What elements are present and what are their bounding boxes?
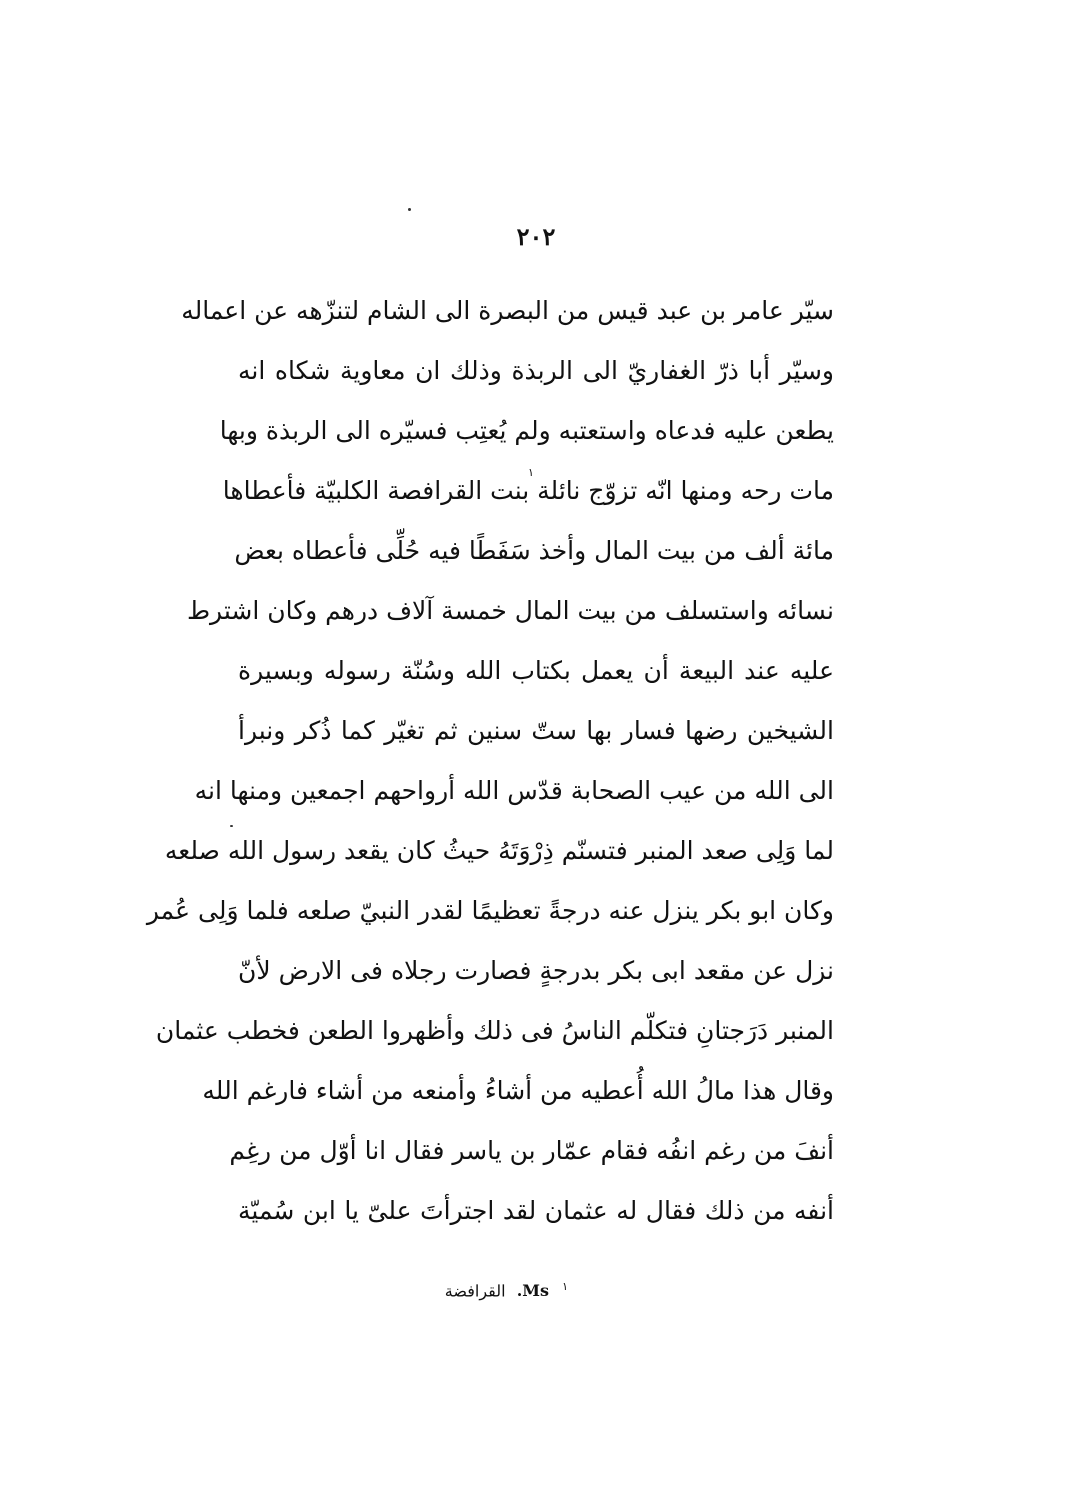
text-line: عليه عند البيعة أن يعمل بكتاب الله وسُنّة رسوله وبسيرة (238, 656, 834, 685)
text-line: أنفَ من رغم انفُه فقام عمّار بن ياسر فقال انا أوّل من رغِم (229, 1136, 834, 1165)
text-line: المنبر دَرَجتانِ فتكلّم الناسُ فى ذلك وأظهروا الطعن فخطب عثمان (155, 1016, 834, 1045)
text-line: وسيّر أبا ذرّ الغفاريّ الى الربذة وذلك ان معاوية شكاه انه (238, 356, 834, 385)
page-speck (408, 208, 411, 211)
text-line: الى الله من عيب الصحابة قدّس الله أرواحهم اجمعين ومنها انه (194, 776, 834, 805)
text-line: سيّر عامر بن عبد قيس من البصرة الى الشام لتنزّهه عن اعماله (181, 296, 834, 325)
text-line: لما وَلِى صعد المنبر فتسنّم ذِرْوَتَهُ حيثُ كان يقعد رسول الله صلعه (164, 836, 834, 865)
text-line: مائة ألف من بيت المال وأخذ سَفَطًا فيه حُلِّى فأعطاه بعض (234, 536, 834, 565)
footnote-source: Ms. (516, 1281, 549, 1301)
page-number: ٢٠٢ (516, 222, 556, 251)
text-line: نسائه واستسلف من بيت المال خمسة آلاف درهم وكان اشترط (186, 596, 834, 625)
text-line: مات رحه ومنها انّه تزوّج نائلة بنت القرافصة الكلبيّة فأعطاها (222, 476, 834, 505)
text-line: وكان ابو بكر ينزل عنه درجةً تعظيمًا لقدر النبيّ صلعه فلما وَلِى عُمر (146, 896, 834, 925)
footnote-text: القرافضة (444, 1281, 506, 1301)
inline-footnote-marker: ١ (528, 466, 534, 479)
text-line: الشيخين رضها فسار بها ستّ سنين ثم تغيّر كما ذُكر ونبرأ (238, 716, 834, 745)
footnote-marker: ١ (562, 1280, 568, 1293)
text-line: وقال هذا مالُ الله أُعطيه من أشاءُ وأمنعه من أشاء فارغم الله (202, 1076, 834, 1105)
text-line: نزل عن مقعد ابى بكر بدرجةٍ فصارت رجلاه فى الارض لأنّ (238, 956, 834, 985)
footnote (268, 1280, 568, 1300)
text-line: أنفه من ذلك فقال له عثمان لقد اجترأتَ علىّ يا ابن سُميّة (238, 1196, 834, 1225)
body-text (146, 286, 834, 1246)
text-line: يطعن عليه فدعاه واستعتبه ولم يُعتِب فسيّره الى الربذة وبها (219, 416, 834, 445)
